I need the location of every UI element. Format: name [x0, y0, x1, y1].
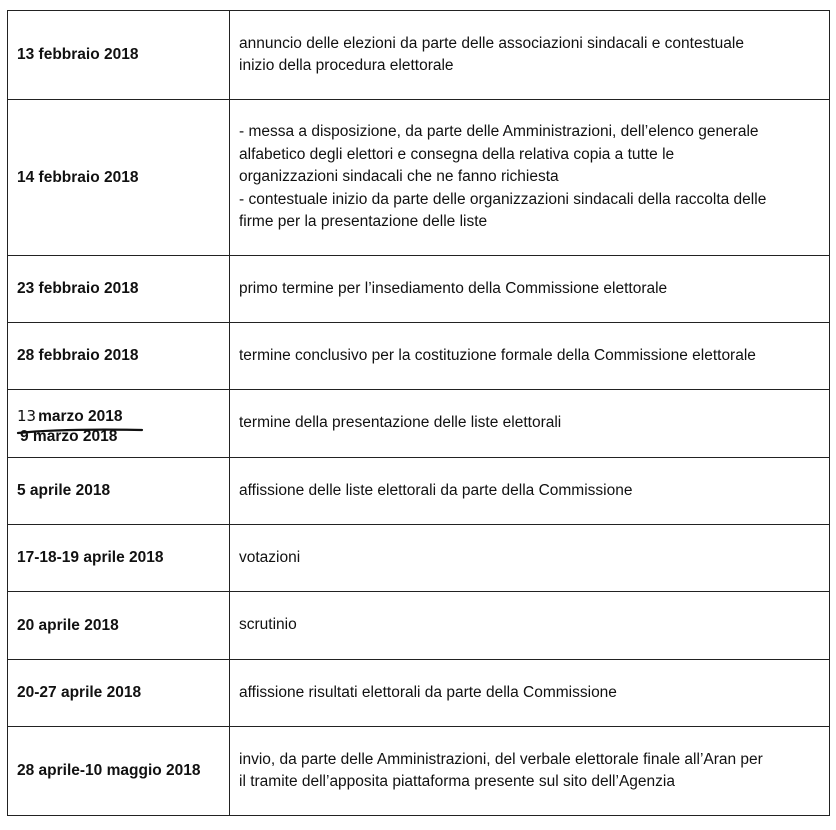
event-cell — [230, 100, 830, 256]
event-text-line: scrutinio — [239, 616, 297, 634]
table-row — [8, 592, 830, 660]
date-cell: 23 febbraio 2018 — [8, 256, 230, 323]
date-cell: 17-18-19 aprile 2018 — [8, 525, 230, 592]
event-text-line: invio, da parte delle Amministrazioni, del verbale elettorale finale all’Aran per — [239, 750, 763, 768]
election-schedule-table — [7, 10, 830, 816]
table-row — [8, 525, 830, 592]
date-cell: 13 febbraio 2018 — [8, 11, 230, 100]
event-text-line: - contestuale inizio da parte delle organizzazioni sindacali della raccolta delle — [239, 190, 767, 208]
event-text-line: firme per la presentazione delle liste — [239, 213, 488, 231]
table-row — [8, 660, 830, 727]
table-row — [8, 256, 830, 323]
date-cell: 28 febbraio 2018 — [8, 323, 230, 390]
event-cell — [230, 660, 830, 727]
event-text-line: affissione risultati elettorali da parte della Commissione — [239, 683, 617, 701]
event-text-line: organizzazioni sindacali che ne fanno richiesta — [239, 168, 559, 186]
event-text-line: il tramite dell’apposita piattaforma presente sul sito dell’Agenzia — [239, 773, 675, 790]
event-cell — [230, 390, 830, 458]
event-text-line: primo termine per l’insediamento della Commissione elettorale — [239, 279, 668, 297]
date-cell: 20 aprile 2018 — [8, 592, 230, 660]
event-text-line: inizio della procedura elettorale — [239, 57, 454, 74]
event-text-line: affissione delle liste elettorali da parte della Commissione — [239, 481, 633, 499]
table-row — [8, 727, 830, 816]
struck-date: 9 marzo 2018 — [20, 427, 118, 445]
event-cell — [230, 458, 830, 525]
event-cell — [230, 323, 830, 390]
date-cell-amended — [8, 390, 230, 458]
table-row — [8, 11, 830, 100]
event-cell — [230, 727, 830, 816]
table-row — [8, 390, 830, 458]
event-text-line: termine conclusivo per la costituzione formale della Commissione elettorale — [239, 346, 756, 364]
strikethrough-mark — [17, 427, 143, 437]
handwritten-day: 13 — [17, 406, 37, 425]
new-date-text: marzo 2018 — [38, 407, 123, 425]
event-cell — [230, 256, 830, 323]
event-cell — [230, 592, 830, 660]
date-cell: 28 aprile-10 maggio 2018 — [8, 727, 230, 816]
new-date — [17, 407, 123, 426]
table-row — [8, 323, 830, 390]
event-text-line: - messa a disposizione, da parte delle Amministrazioni, dell’elenco generale — [239, 123, 759, 141]
amended-date — [17, 401, 229, 447]
date-cell: 20-27 aprile 2018 — [8, 660, 230, 727]
event-cell — [230, 525, 830, 592]
event-text-line: termine della presentazione delle liste elettorali — [239, 414, 562, 432]
event-text-line: votazioni — [239, 548, 301, 566]
event-text-line: annuncio delle elezioni da parte delle associazioni sindacali e contestuale — [239, 34, 744, 52]
event-cell — [230, 11, 830, 100]
event-text-line: alfabetico degli elettori e consegna della relativa copia a tutte le — [239, 145, 675, 163]
date-cell: 5 aprile 2018 — [8, 458, 230, 525]
date-cell: 14 febbraio 2018 — [8, 100, 230, 256]
table-row — [8, 458, 830, 525]
table-row — [8, 100, 830, 256]
